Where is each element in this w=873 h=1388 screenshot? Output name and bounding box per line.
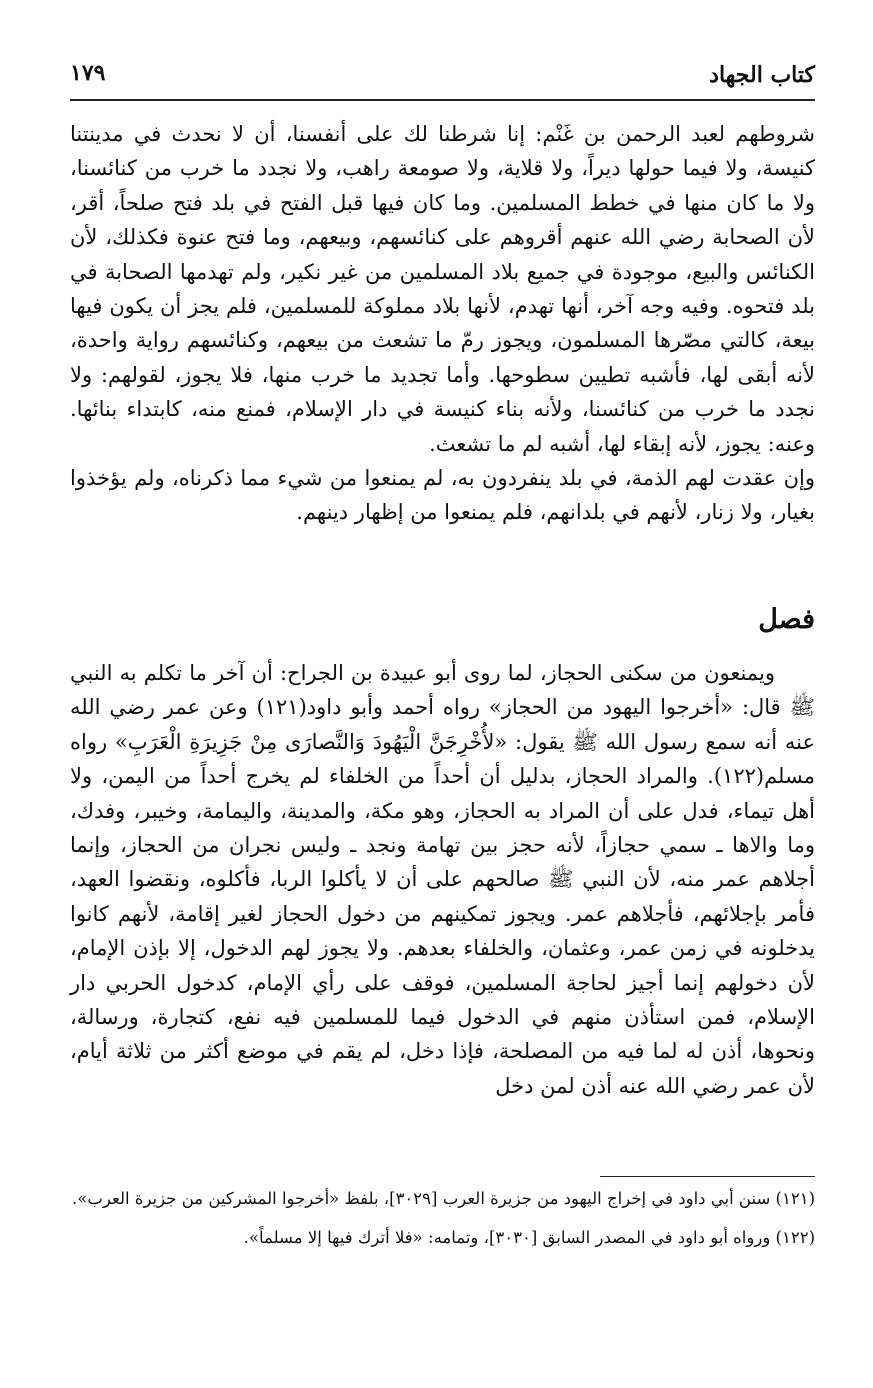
main-text [70,117,815,530]
page-number: ١٧٩ [70,60,106,86]
section-title: فصل [758,604,815,635]
footnote-122: (١٢٢) ورواه أبو داود في المصدر السابق [٣٠٣٠]، وتمامه: «فلا أترك فيها إلا مسلماً». [243,1228,815,1247]
footnotes [70,1184,815,1262]
header-rule [70,99,815,101]
paragraph-3: ويمنعون من سكنى الحجاز، لما روى أبو عبيدة بن الجراح: أن آخر ما تكلم به النبي ﷺ قال: «أخرجوا اليهود من الحجاز» رواه أحمد وأبو داود(١٢١) وعن عمر رضي الله عنه أنه سمع رسول الله ﷺ يقول: «لأُخْرِجَنَّ الْيَهُودَ وَالنَّصارَى مِنْ جَزِيرَةِ الْعَرَبِ» رواه مسلم(١٢٢). والمراد الحجاز، بدليل أن أحداً من الخلفاء لم يخرج أحداً من اليمن، ولا أهل تيماء، فدل على أن المراد به الحجاز، وهو مكة، والمدينة، واليمامة، وخيبر، وفدك، وما والاها ـ سمي حجازاً، لأنه حجز بين تهامة ونجد ـ وليس نجران من الحجاز، وإنما أجلاهم عمر منه، لأن النبي ﷺ صالحهم على أن لا يأكلوا الربا، فأكلوه، ونقضوا العهد، فأمر بإجلائهم، فأجلاهم عمر. ويجوز تمكينهم من دخول الحجاز لغير إقامة، لأنهم كانوا يدخلونه في زمن عمر، وعثمان، والخلفاء بعدهم. ولا يجوز لهم الدخول، إلا بإذن الإمام، لأن دخولهم إنما أجيز لحاجة المسلمين، فوقف على رأي الإمام، كدخول الحربي دار الإسلام، فمن استأذن منهم في الدخول فيما للمسلمين فيه نفع، كتجارة، ورسالة، ونحوها، أذن له لما فيه من المصلحة، فإذا دخل، لم يقم في موضع أكثر من ثلاثة أيام، لأن عمر رضي الله عنه أذن لمن دخل [70,661,816,1098]
paragraph-2: وإن عقدت لهم الذمة، في بلد ينفردون به، لم يمنعوا من شيء مما ذكرناه، ولم يؤخذوا بغيار، ولا زنار، لأنهم في بلدانهم، فلم يمنعوا من إظهار دينهم. [70,466,815,525]
paragraph-1: شروطهم لعبد الرحمن بن غَنْم: إنا شرطنا لك على أنفسنا، أن لا نحدث في مدينتنا كنيسة، ولا فيما حولها ديراً، ولا قلاية، ولا صومعة راهب، ولا نجدد ما خرب من كنائسنا، ولا ما كان منها في خطط المسلمين. وما كان فيها قبل الفتح في بلد فتح صلحاً، أقر، لأن الصحابة رضي الله عنهم أقروهم على كنائسهم، وبيعهم، وما فتح عنوة فكذلك، لأن الكنائس والبيع، موجودة في جميع بلاد المسلمين من غير نكير، ولم تهدمها الصحابة في بلد فتحوه. وفيه وجه آخر، أنها تهدم، لأنها بلاد مملوكة للمسلمين، فلم يجز أن يكون فيها بيعة، كالتي مصّرها المسلمون، ويجوز رمّ ما تشعث من بيعهم، وكنائسهم رواية واحدة، لأنه أبقى لها، فأشبه تطيين سطوحها. وأما تجديد ما خرب منها، فلا يجوز، لقولهم: ولا نجدد ما خرب من كنائسنا، ولأنه بناء كنيسة في دار الإسلام، فمنع منه، كابتداء بنائها. وعنه: يجوز، لأنه إبقاء لها، أشبه لم ما تشعث. [70,122,815,456]
book-title: كتاب الجهاد [709,62,815,88]
page-header [70,52,815,92]
footnote-121: (١٢١) سنن أبي داود في إخراج اليهود من جزيرة العرب [٣٠٢٩]، بلفظ «أخرجوا المشركين من جزيرة العرب». [72,1189,815,1208]
footnote-rule [600,1176,815,1177]
section-text [70,656,815,1103]
